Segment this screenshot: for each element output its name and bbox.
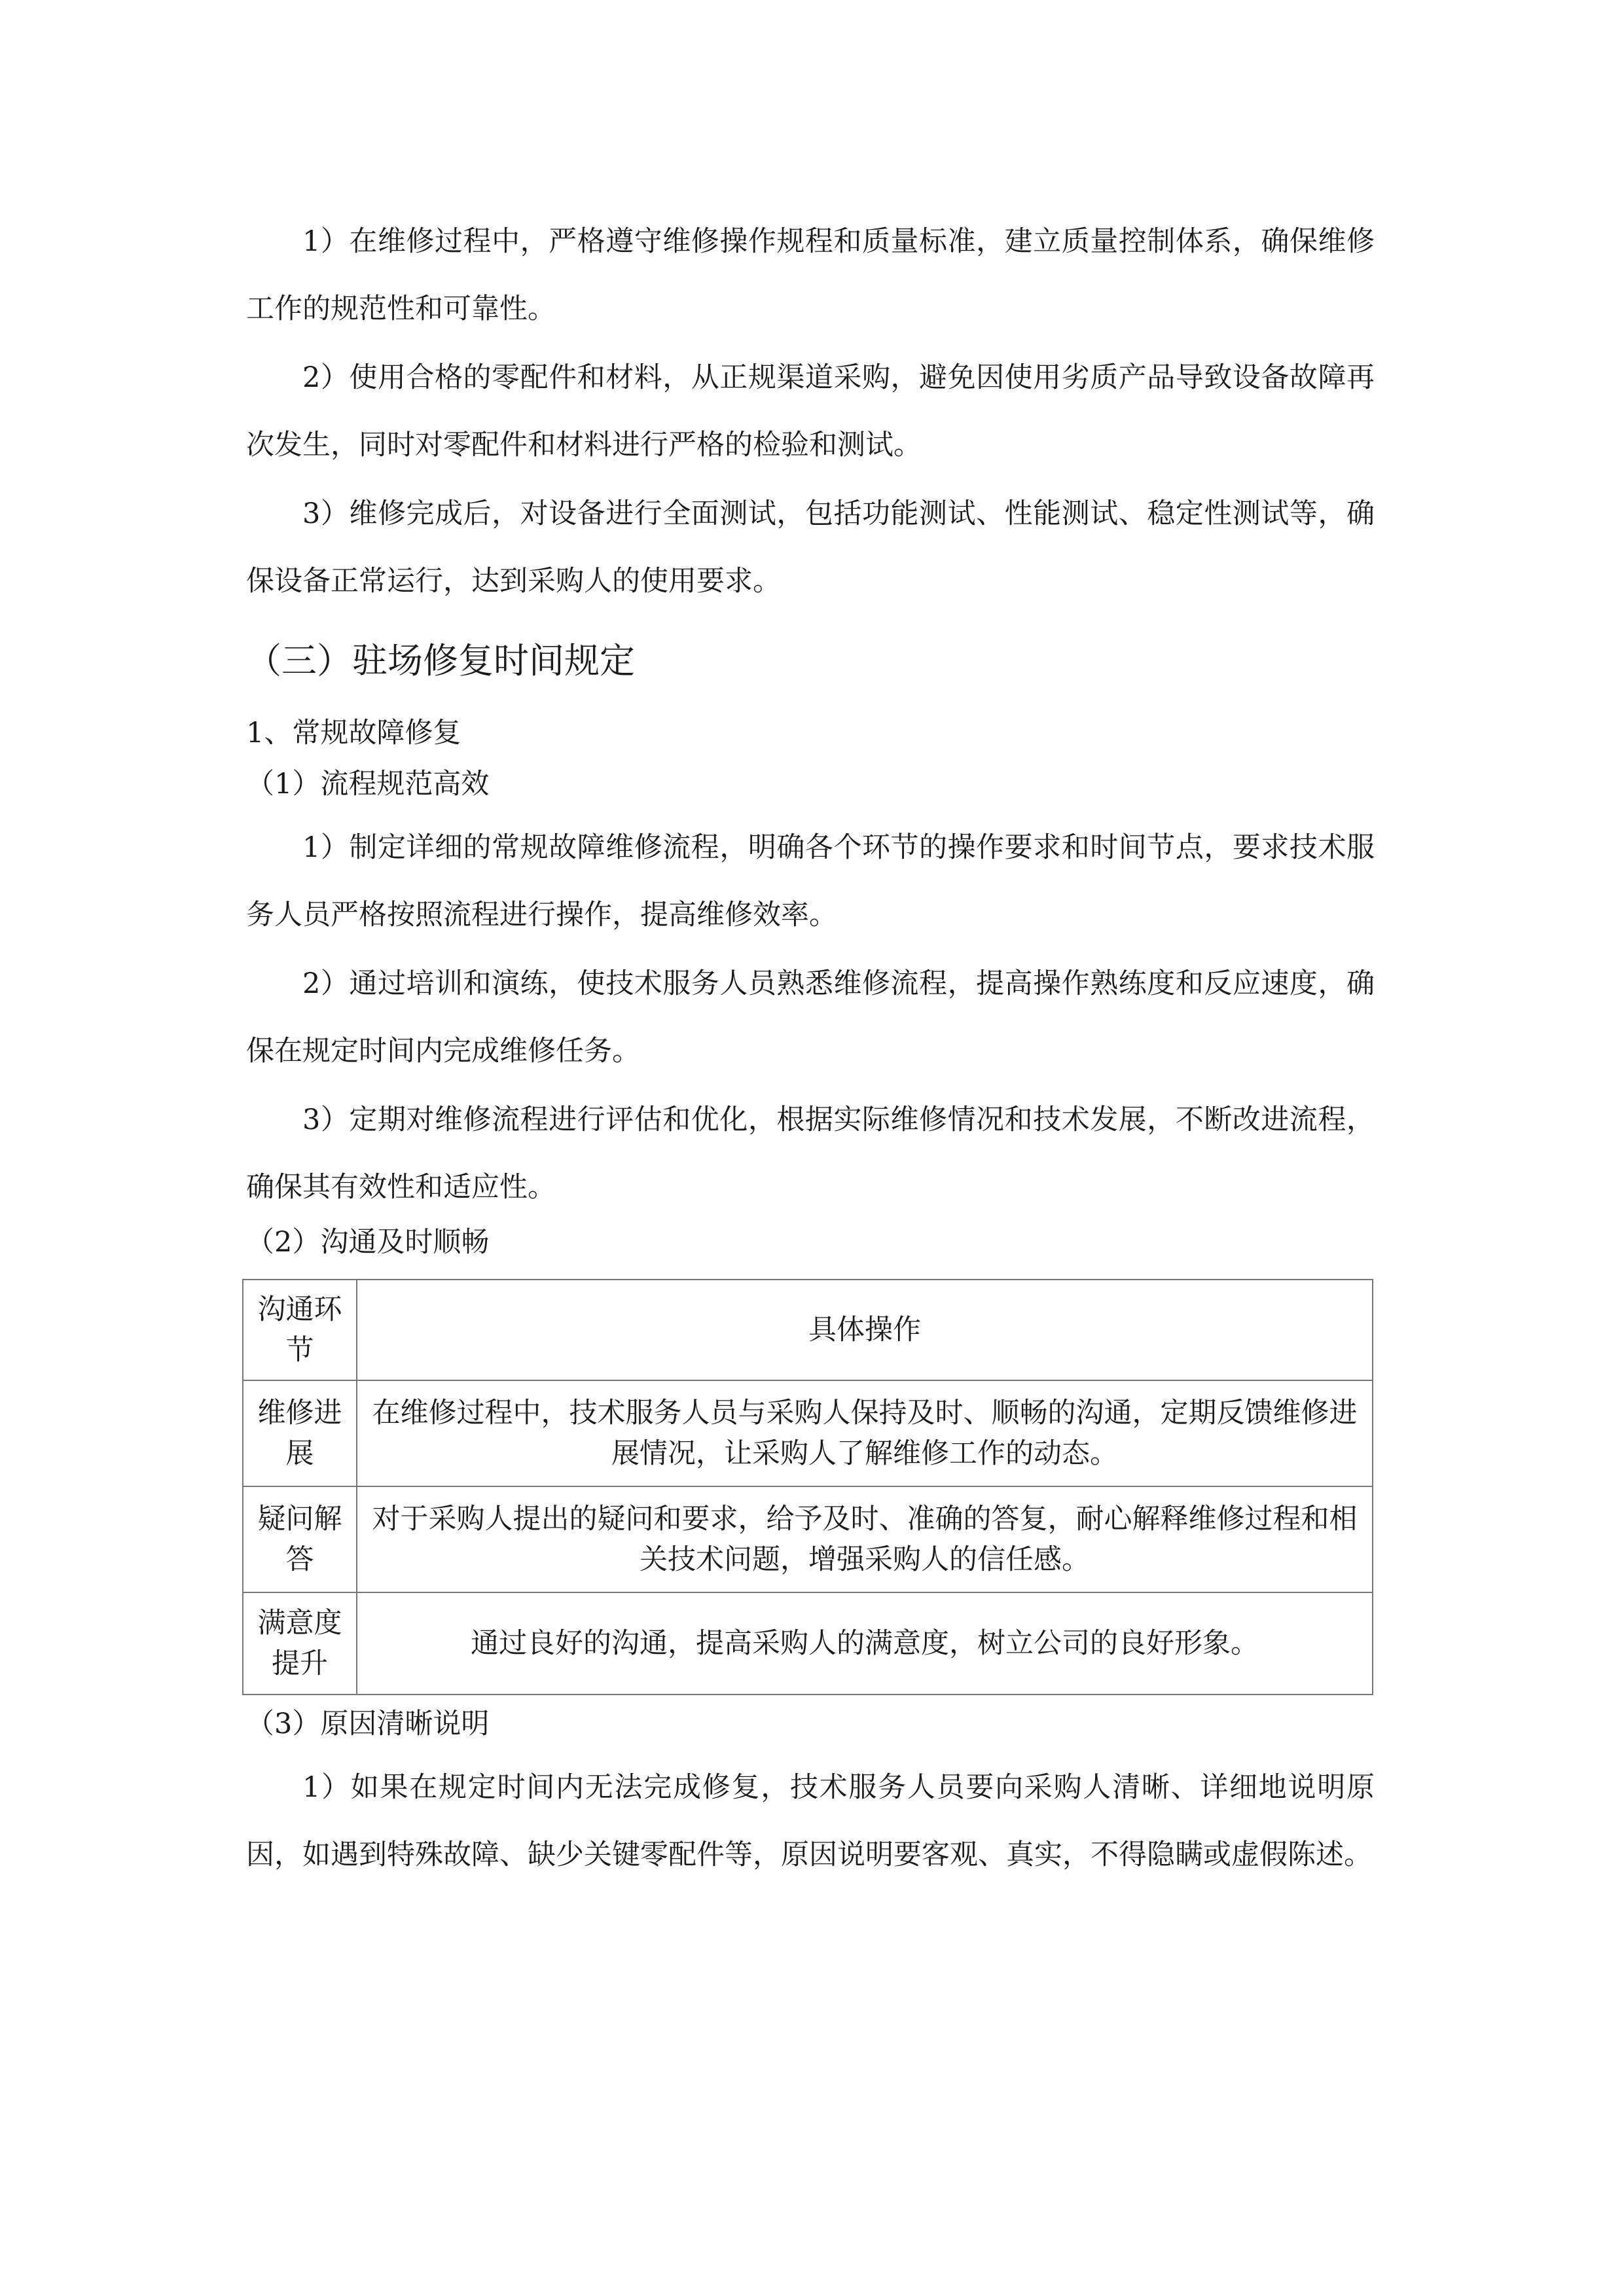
paragraph: 3）定期对维修流程进行评估和优化，根据实际维修情况和技术发展，不断改进流程，确保其有效性和适应性。 — [246, 1103, 1375, 1204]
table-cell: 满意度提升 — [243, 1592, 357, 1695]
subheading: （3）原因清晰说明 — [246, 1708, 490, 1740]
paragraph: 1）制定详细的常规故障维修流程，明确各个环节的操作要求和时间节点，要求技术服务人员严格按照流程进行操作，提高维修效率。 — [246, 831, 1375, 931]
table-header-row — [243, 1280, 1373, 1380]
paragraph: 3）维修完成后，对设备进行全面测试，包括功能测试、性能测试、稳定性测试等，确保设备正常运行，达到采购人的使用要求。 — [246, 497, 1375, 598]
page-content — [246, 208, 1375, 1890]
communication-table — [242, 1279, 1373, 1695]
paragraph: 1）如果在规定时间内无法完成修复，技术服务人员要向采购人清晰、详细地说明原因，如遇到特殊故障、缺少关键零配件等，原因说明要客观、真实，不得隐瞒或虚假陈述。 — [246, 1771, 1375, 1871]
table-cell: 对于采购人提出的疑问和要求，给予及时、准确的答复，耐心解释维修过程和相关技术问题，增强采购人的信任感。 — [357, 1486, 1373, 1592]
table-cell: 维修进展 — [243, 1380, 357, 1486]
table-cell: 疑问解答 — [243, 1486, 357, 1592]
table-row — [243, 1486, 1373, 1592]
table-cell: 通过良好的沟通，提高采购人的满意度，树立公司的良好形象。 — [357, 1592, 1373, 1695]
table-header-cell: 具体操作 — [357, 1280, 1373, 1380]
subheading: 1、常规故障修复 — [246, 717, 461, 749]
table-cell: 在维修过程中，技术服务人员与采购人保持及时、顺畅的沟通，定期反馈维修进展情况，让采购人了解维修工作的动态。 — [357, 1380, 1373, 1486]
paragraph: 2）通过培训和演练，使技术服务人员熟悉维修流程，提高操作熟练度和反应速度，确保在规定时间内完成维修任务。 — [246, 967, 1375, 1067]
table-header-cell: 沟通环节 — [243, 1280, 357, 1380]
table-row — [243, 1592, 1373, 1695]
table-row — [243, 1380, 1373, 1486]
paragraph: 1）在维修过程中，严格遵守维修操作规程和质量标准，建立质量控制体系，确保维修工作的规范性和可靠性。 — [246, 225, 1375, 325]
section-heading: （三）驻场修复时间规定 — [246, 640, 635, 681]
subheading: （2）沟通及时顺畅 — [246, 1226, 490, 1259]
subheading: （1）流程规范高效 — [246, 768, 490, 800]
paragraph: 2）使用合格的零配件和材料，从正规渠道采购，避免因使用劣质产品导致设备故障再次发生，同时对零配件和材料进行严格的检验和测试。 — [246, 361, 1375, 461]
